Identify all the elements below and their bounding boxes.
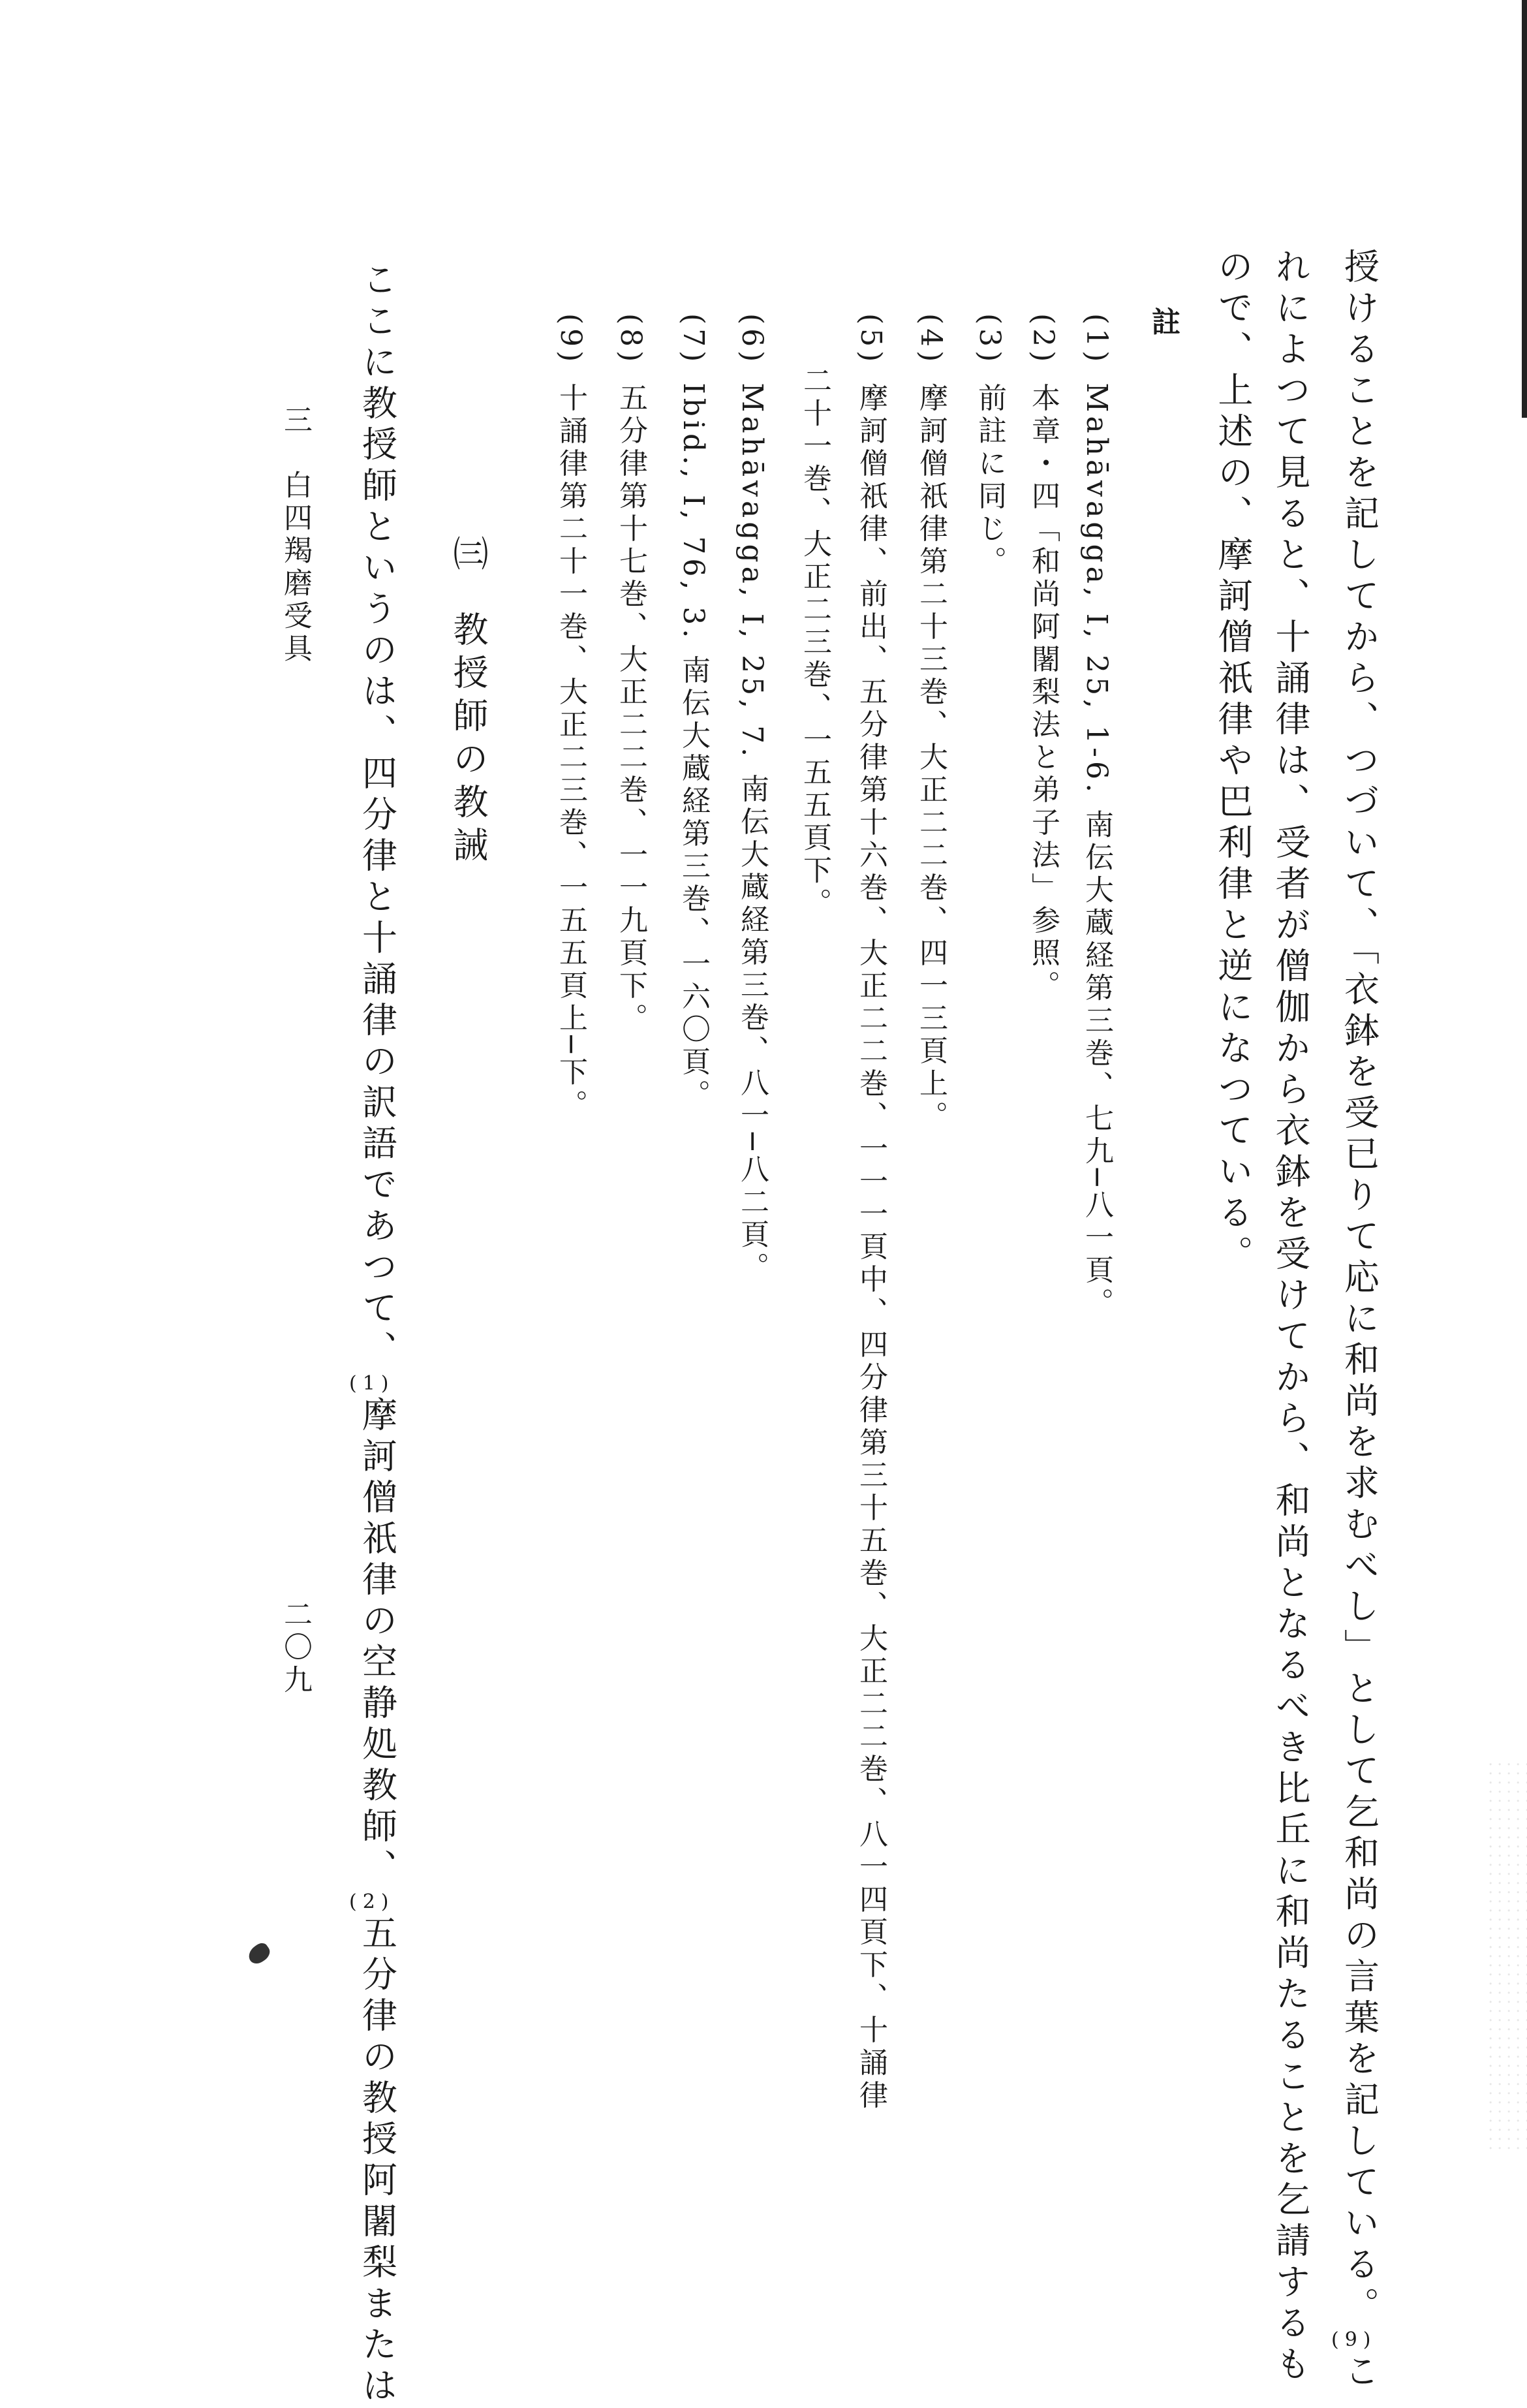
note-number: (9) (554, 313, 587, 366)
note-5-continued (800, 366, 829, 920)
note-text: 前註に同じ。 (973, 383, 1006, 579)
body-line-3: ので、上述の、摩訶僧祇律や巴利律と逆になつている。 (1212, 248, 1254, 1276)
note-number: (2) (1026, 313, 1060, 366)
note-text: 本章・四「和尚阿闍梨法と弟子法」参照。 (1026, 383, 1060, 1003)
note-number: (1) (1080, 313, 1113, 366)
scan-noise (1488, 1762, 1527, 2154)
notes-heading: 註 (1147, 307, 1180, 339)
note-number: (7) (677, 313, 710, 366)
note-number: (4) (914, 313, 948, 366)
note-text: Mahāvagga, I, 25, 1-6. 南伝大蔵経第三巻、七九─八一頁。 (1080, 383, 1113, 1321)
note-6 (735, 313, 769, 1285)
running-head: 三 白四羯磨受具 (279, 405, 312, 666)
ink-smudge (245, 1941, 273, 1967)
note-text: 五分律第十七巻、大正二二巻、一一九頁下。 (614, 383, 647, 1036)
body-line-1: 授けることを記してから、つづいて、「衣鉢を受已りて応に和尚を求むべし」として乞和尚の言葉を記している。$^{(9)}$こ (1331, 248, 1380, 2394)
note-text: 摩訶僧祇律第二十三巻、大正二二巻、四一三頁上。 (914, 383, 948, 1134)
note-7 (677, 313, 710, 1112)
note-3 (975, 313, 1004, 578)
footnote-ref-9: (9) (1331, 2328, 1377, 2351)
footnote-ref-1: (1) (349, 1372, 395, 1395)
section-number: ㈢ (448, 535, 489, 578)
note-text: 摩訶僧祇律、前出、五分律第十六巻、大正二二巻、一一一頁中、四分律第三十五巻、大正二二巻、八一四頁下、十誦律 (854, 383, 887, 2113)
note-5 (856, 313, 885, 2112)
note-text: 十誦律第二十一巻、大正二三巻、一五五頁上─下。 (554, 383, 587, 1122)
note-4 (914, 313, 948, 1134)
note-text: 二十一巻、大正二三巻、一五五頁下。 (798, 366, 831, 920)
note-number: (6) (735, 313, 769, 366)
body-line-2: れによつて見ると、十誦律は、受者が僧伽から衣鉢を受けてから、和尚となるべき比丘に和尚たることを乞請するも (1270, 248, 1311, 2386)
note-number: (5) (854, 313, 887, 366)
note-1 (1082, 313, 1111, 1320)
note-text: Ibid., I, 76, 3. 南伝大蔵経第三巻、一六〇頁。 (677, 383, 710, 1112)
note-text: Mahāvagga, I, 25, 7. 南伝大蔵経第三巻、八一─八二頁。 (735, 383, 769, 1285)
note-number: (3) (973, 313, 1006, 366)
note-2 (1026, 313, 1060, 1003)
page-number: 二〇九 (279, 1599, 312, 1697)
binding-shadow (1522, 0, 1527, 418)
footnote-ref-2: (2) (349, 1890, 395, 1913)
note-9 (556, 313, 585, 1122)
body-line-4: ここに教授師というのは、四分律と十誦律の訳語であつて、$^{(1)}$摩訶僧祇律の空静処教師、$^{(2)}$五分律の教授阿闍梨または (349, 261, 398, 2408)
section-heading (448, 535, 489, 869)
note-8 (616, 313, 645, 1035)
note-number: (8) (614, 313, 647, 366)
section-title: 教授師の教誡 (448, 611, 489, 869)
